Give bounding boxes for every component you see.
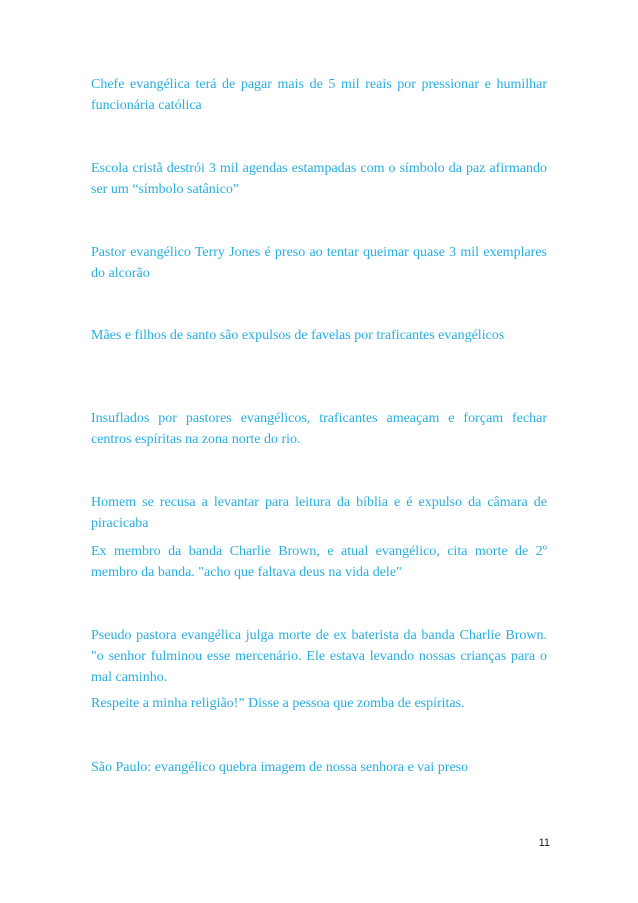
news-headline-paragraph: Pseudo pastora evangélica julga morte de ex baterista da banda Charlie Brown. "o senhor fulminou esse mercenário. Ele estava levando nossas crianças para o mal caminho.	[91, 628, 547, 685]
news-headline-paragraph: Chefe evangélica terá de pagar mais de 5 mil reais por pressionar e humilhar funcionária católica	[91, 77, 547, 113]
page-number: 11	[538, 837, 550, 849]
news-headline-paragraph: Pastor evangélico Terry Jones é preso ao tentar queimar quase 3 mil exemplares do alcorão	[91, 245, 547, 281]
news-headline-paragraph: Insuflados por pastores evangélicos, traficantes ameaçam e forçam fechar centros espíritas na zona norte do rio.	[91, 411, 547, 447]
news-headline-paragraph: Respeite a minha religião!” Disse a pessoa que zomba de espíritas.	[91, 696, 465, 711]
news-headline-paragraph: Ex membro da banda Charlie Brown, e atual evangélico, cita morte de 2º membro da banda. "acho que faltava deus na vida dele"	[91, 544, 547, 580]
news-headline-paragraph: Mães e filhos de santo são expulsos de favelas por traficantes evangélicos	[91, 328, 505, 343]
news-headline-paragraph: Escola cristã destrói 3 mil agendas estampadas com o símbolo da paz afirmando ser um “símbolo satânico”	[91, 161, 547, 197]
news-headline-paragraph: São Paulo: evangélico quebra imagem de nossa senhora e vai preso	[91, 760, 469, 775]
news-headline-paragraph: Homem se recusa a levantar para leitura da bíblia e é expulso da câmara de piracicaba	[91, 495, 547, 531]
